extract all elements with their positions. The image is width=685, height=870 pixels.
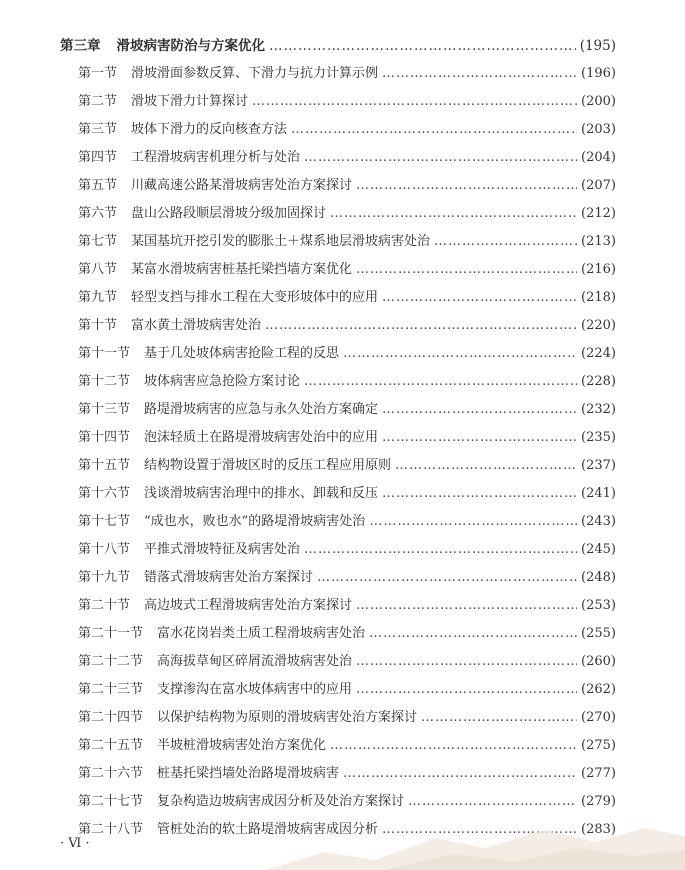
section-page-number: (220) [581,318,616,333]
section-page-number: (260) [581,654,616,669]
dot-leader [330,732,577,760]
section-title: 滑坡下滑力计算探讨 [131,94,249,109]
section-page-number: (241) [581,486,616,501]
toc-entry-label [78,312,261,340]
section-page-number: (200) [581,94,616,109]
section-number: 第二十八节 [78,822,144,837]
section-page-number: (216) [581,262,616,277]
section-page-number: (218) [581,290,616,305]
dot-leader [356,172,577,200]
toc-entry-label [78,368,300,396]
toc-entry-label [78,340,339,368]
dot-leader [317,564,577,592]
dot-leader [421,704,577,732]
section-number: 第二十七节 [78,794,144,809]
section-title: 泡沫轻质土在路堤滑坡病害处治中的应用 [144,430,379,445]
section-number: 第七节 [78,234,118,249]
section-number: 第二十一节 [78,626,144,641]
toc-section-entry[interactable] [60,704,616,732]
chapter-page-number: (195) [579,38,616,54]
toc-entry-label [78,676,352,704]
section-page-number: (237) [581,458,616,473]
page-marker: · Ⅵ · [60,836,90,851]
toc-entry-label [78,256,352,284]
toc-entry-label [78,648,352,676]
dot-leader [291,116,577,144]
dot-leader [369,620,577,648]
section-number: 第十三节 [78,402,131,417]
toc-section-entry[interactable] [60,732,616,760]
section-title: 高边坡式工程滑坡病害处治方案探讨 [144,598,353,613]
toc-section-entry[interactable] [60,312,616,340]
section-title: 基于几处坡体病害抢险工程的反思 [144,346,340,361]
section-page-number: (277) [581,766,616,781]
toc-entry-label [78,452,391,480]
dot-leader [330,200,577,228]
section-number: 第二十节 [78,598,131,613]
section-page-number: (253) [581,598,616,613]
toc-entry-label [78,704,417,732]
section-title: 富水花岗岩类土质工程滑坡病害处治 [157,626,366,641]
section-title: 高海拔草甸区碎屑流滑坡病害处治 [157,654,353,669]
dot-leader [252,88,577,116]
toc-section-entry[interactable] [60,228,616,256]
section-title: 浅谈滑坡病害治理中的排水、卸载和反压 [144,486,379,501]
section-number: 第十五节 [78,458,131,473]
section-number: 第十九节 [78,570,131,585]
toc-section-entry[interactable] [60,620,616,648]
toc-section-entry[interactable] [60,480,616,508]
section-title: 结构物设置于滑坡区时的反压工程应用原则 [144,458,392,473]
toc-entry-label [78,732,326,760]
toc-section-entry[interactable] [60,144,616,172]
toc-section-entry[interactable] [60,396,616,424]
section-number: 第二十四节 [78,710,144,725]
section-page-number: (213) [581,234,616,249]
section-title: 工程滑坡病害机理分析与处治 [131,150,301,165]
toc-section-entry[interactable] [60,452,616,480]
decorative-mountain-watermark [265,790,685,870]
toc-section-entry[interactable] [60,256,616,284]
dot-leader [356,256,577,284]
toc-section-entry[interactable] [60,592,616,620]
toc-entry-label [78,396,378,424]
dot-leader [265,312,577,340]
section-title: 路堤滑坡病害的应急与永久处治方案确定 [144,402,379,417]
toc-entry-label [78,284,378,312]
section-title: 滑坡滑面参数反算、下滑力与抗力计算示例 [131,66,379,81]
dot-leader [382,424,577,452]
toc-section-entry[interactable] [60,760,616,788]
section-number: 第四节 [78,150,118,165]
dot-leader [382,284,577,312]
toc-entry-label [78,144,300,172]
section-page-number: (243) [581,514,616,529]
toc-section-entry[interactable] [60,340,616,368]
section-number: 第一节 [78,66,118,81]
section-title: 川藏高速公路某滑坡病害处治方案探讨 [131,178,353,193]
section-title: 桩基托梁挡墙处治路堤滑坡病害 [157,766,340,781]
section-number: 第十二节 [78,374,131,389]
section-title: 管桩处治的软土路堤滑坡病害成因分析 [157,822,379,837]
toc-entry-label [78,536,300,564]
section-page-number: (196) [581,66,616,81]
section-number: 第十一节 [78,346,131,361]
toc-entry-label [78,172,352,200]
section-title: 平推式滑坡特征及病害处治 [144,542,301,557]
table-of-contents [60,32,616,844]
section-title: 盘山公路段顺层滑坡分级加固探讨 [131,206,327,221]
dot-leader [343,760,577,788]
toc-entry-label [78,200,326,228]
section-title: 某国基坑开挖引发的膨胀土＋煤系地层滑坡病害处治 [131,234,431,249]
section-page-number: (212) [581,206,616,221]
section-number: 第九节 [78,290,118,305]
section-number: 第三节 [78,122,118,137]
toc-section-entry[interactable] [60,172,616,200]
section-page-number: (248) [581,570,616,585]
section-number: 第五节 [78,178,118,193]
dot-leader [304,368,577,396]
dot-leader [304,536,577,564]
section-title: “成也水，败也水”的路堤滑坡病害处治 [144,514,366,529]
toc-section-entry[interactable] [60,564,616,592]
toc-section-entry[interactable] [60,116,616,144]
toc-section-entry[interactable] [60,508,616,536]
toc-entry-label [78,760,339,788]
section-number: 第二十五节 [78,738,144,753]
section-number: 第十节 [78,318,118,333]
toc-chapter-entry[interactable] [60,32,616,60]
dot-leader [356,648,577,676]
section-number: 第二十六节 [78,766,144,781]
section-page-number: (228) [581,374,616,389]
dot-leader [343,340,577,368]
toc-section-entry[interactable] [60,200,616,228]
section-title: 复杂构造边坡病害成因分析及处治方案探讨 [157,794,405,809]
section-title: 轻型支挡与排水工程在大变形坡体中的应用 [131,290,379,305]
section-title: 支撑渗沟在富水坡体病害中的应用 [157,682,353,697]
section-page-number: (283) [581,822,616,837]
toc-section-entry[interactable] [60,60,616,88]
toc-section-entry[interactable] [60,368,616,396]
section-title: 某富水滑坡病害桩基托梁挡墙方案优化 [131,262,353,277]
toc-entry-label [78,88,248,116]
toc-sections [60,60,616,844]
toc-section-entry[interactable] [60,648,616,676]
section-title: 坡体下滑力的反向核查方法 [131,122,288,137]
toc-entry-label [78,116,287,144]
section-title: 坡体病害应急抢险方案讨论 [144,374,301,389]
section-title: 半坡桩滑坡病害处治方案优化 [157,738,327,753]
toc-entry-label [78,508,365,536]
section-title: 以保护结构物为原则的滑坡病害处治方案探讨 [157,710,418,725]
toc-section-entry[interactable] [60,536,616,564]
section-page-number: (270) [581,710,616,725]
section-page-number: (207) [581,178,616,193]
section-page-number: (224) [581,346,616,361]
toc-section-entry[interactable] [60,88,616,116]
section-number: 第二节 [78,94,118,109]
section-page-number: (204) [581,150,616,165]
toc-entry-label [78,60,378,88]
dot-leader [382,396,577,424]
section-number: 第二十二节 [78,654,144,669]
toc-section-entry[interactable] [60,424,616,452]
dot-leader [434,228,577,256]
section-number: 第二十三节 [78,682,144,697]
section-page-number: (279) [581,794,616,809]
section-page-number: (245) [581,542,616,557]
dot-leader [356,592,577,620]
section-page-number: (232) [581,402,616,417]
dot-leader [382,480,577,508]
section-number: 第十八节 [78,542,131,557]
chapter-title: 滑坡病害防治与方案优化 [116,38,265,54]
section-title: 富水黄土滑坡病害处治 [131,318,262,333]
dot-leader [269,32,576,60]
section-page-number: (255) [581,626,616,641]
dot-leader [356,676,577,704]
section-number: 第十七节 [78,514,131,529]
toc-entry-label [78,424,378,452]
toc-entry-label [78,564,313,592]
dot-leader [382,60,577,88]
toc-entry-label [78,620,365,648]
section-number: 第十六节 [78,486,131,501]
section-page-number: (203) [581,122,616,137]
toc-entry-label [78,480,378,508]
section-number: 第十四节 [78,430,131,445]
toc-entry-label [78,228,430,256]
toc-section-entry[interactable] [60,284,616,312]
section-page-number: (262) [581,682,616,697]
dot-leader [304,144,577,172]
toc-entry-label [60,32,265,60]
toc-entry-label [78,592,352,620]
section-title: 错落式滑坡病害处治方案探讨 [144,570,314,585]
toc-section-entry[interactable] [60,676,616,704]
chapter-number: 第三章 [60,38,101,54]
dot-leader [395,452,577,480]
dot-leader [369,508,577,536]
section-number: 第八节 [78,262,118,277]
section-page-number: (235) [581,430,616,445]
section-number: 第六节 [78,206,118,221]
section-page-number: (275) [581,738,616,753]
